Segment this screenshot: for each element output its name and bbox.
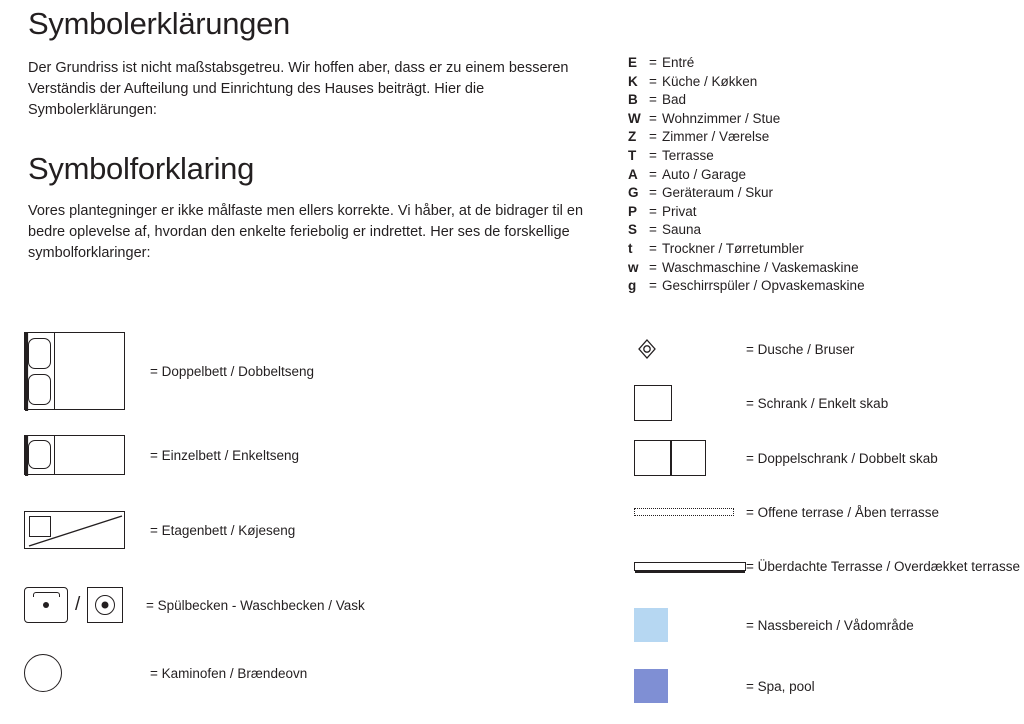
bed-frame-lines	[25, 436, 126, 476]
legend-row-sink	[24, 567, 614, 643]
intro-paragraph-danish: Vores plantegninger er ikke målfaste men ellers korrekte. Vi håber, at de bidrager til en bedre oplevelse af, hvordan den enkelte feriebolig er indrettet. Her ses de forskellige symbolforklaringer:	[28, 203, 584, 261]
abbr-value: Privat	[662, 203, 697, 219]
abbr-value: Bad	[662, 92, 687, 108]
abbr-key: t	[628, 240, 633, 256]
left-text-column	[28, 0, 608, 264]
abbr-key: W	[628, 110, 641, 126]
sink-icon	[24, 587, 123, 623]
abbr-value: Geräteraum / Skur	[662, 185, 774, 201]
double-bed-icon	[24, 332, 125, 410]
stove-art	[24, 654, 140, 692]
sink-lip-shape	[33, 592, 60, 597]
legend-label-open-terrace: = Offene terrase / Åben terrasse	[746, 504, 939, 520]
sink-basin-shape	[95, 595, 115, 615]
legend-label-spa-pool: = Spa, pool	[746, 678, 815, 694]
abbr-key: K	[628, 73, 638, 89]
legend-label-double-closet: = Doppelschrank / Dobbelt skab	[746, 450, 938, 466]
abbreviation-list	[628, 54, 1024, 296]
abbr-value: Sauna	[662, 222, 702, 238]
legend-row-bunk-bed	[24, 493, 614, 567]
double-bed-art	[24, 332, 140, 410]
abbreviation-row	[628, 54, 1024, 73]
legend-label-single-bed: = Einzelbett / Enkeltseng	[150, 447, 299, 463]
abbr-value: Waschmaschine / Vaskemaskine	[662, 259, 859, 275]
abbr-key: w	[628, 259, 639, 275]
abbr-key: Z	[628, 129, 637, 145]
legend-row-covered-terrace	[628, 538, 1024, 594]
bunk-diagonal-line	[25, 512, 125, 549]
abbr-equals: =	[649, 92, 657, 108]
legend-label-bunk-bed: = Etagenbett / Køjeseng	[150, 522, 296, 538]
legend-label-wet-area: = Nassbereich / Vådområde	[746, 617, 914, 633]
abbr-key: P	[628, 203, 638, 219]
abbr-key: B	[628, 92, 638, 108]
double-closet-icon	[634, 440, 706, 476]
double-closet-art	[628, 440, 746, 476]
legend-label-covered-terrace: = Überdachte Terrasse / Overdækket terrasse	[746, 558, 1020, 574]
abbr-equals: =	[649, 259, 657, 275]
legend-label-single-closet: = Schrank / Enkelt skab	[746, 395, 889, 411]
stove-icon	[24, 654, 62, 692]
legend-row-single-closet	[628, 376, 1024, 430]
legend-row-wet-area	[628, 594, 1024, 656]
abbreviation-row	[628, 203, 1024, 222]
bed-frame-lines	[25, 333, 126, 411]
wet-area-swatch-icon	[634, 608, 668, 642]
bunk-bed-icon	[24, 511, 125, 549]
abbreviation-row	[628, 221, 1024, 240]
abbr-key: S	[628, 222, 638, 238]
rect-sink-icon	[24, 587, 68, 623]
legend-row-stove	[24, 643, 614, 703]
abbr-value: Geschirrspüler / Opvaskemaskine	[662, 278, 865, 294]
single-closet-art	[628, 385, 746, 421]
right-symbol-list	[628, 322, 1024, 716]
left-symbol-list	[24, 325, 614, 703]
legend-label-double-bed: = Doppelbett / Dobbeltseng	[150, 363, 314, 379]
page-title-german: Symbolerklärungen	[28, 6, 290, 41]
legend-row-shower	[628, 322, 1024, 376]
abbr-equals: =	[649, 203, 657, 219]
abbr-equals: =	[649, 166, 657, 182]
abbreviation-row	[628, 91, 1024, 110]
shower-icon	[636, 338, 658, 360]
bunk-bed-art	[24, 511, 140, 549]
sink-drain-shape	[43, 602, 49, 608]
abbr-equals: =	[649, 55, 657, 70]
separator-slash: /	[75, 594, 81, 615]
open-terrace-art	[628, 508, 746, 516]
abbr-key: A	[628, 166, 638, 182]
abbreviation-row	[628, 184, 1024, 203]
legend-label-stove: = Kaminofen / Brændeovn	[150, 665, 308, 681]
abbr-equals: =	[649, 110, 657, 126]
abbr-value: Entré	[662, 55, 695, 70]
sink-art	[24, 587, 140, 623]
abbreviation-row	[628, 259, 1024, 278]
abbreviation-row	[628, 73, 1024, 92]
single-bed-art	[24, 435, 140, 475]
legend-label-sink: = Spülbecken - Waschbecken / Vask	[146, 597, 365, 613]
abbr-value: Trockner / Tørretumbler	[662, 240, 804, 256]
legend-row-spa-pool	[628, 656, 1024, 716]
abbr-key: E	[628, 55, 638, 70]
intro-paragraph-german: Der Grundriss ist nicht maßstabsgetreu. Wir hoffen aber, dass er zu einem besseren Verständis der Aufteilung und Einrichtung des Hauses beiträgt. Hier die Symbolerklärungen:	[28, 60, 569, 118]
abbr-key: G	[628, 185, 639, 201]
abbr-equals: =	[649, 73, 657, 89]
abbr-equals: =	[649, 129, 657, 145]
abbr-equals: =	[649, 278, 657, 294]
abbr-value: Terrasse	[662, 147, 714, 163]
single-closet-icon	[634, 385, 672, 421]
covered-terrace-icon	[634, 562, 746, 571]
abbr-value: Auto / Garage	[662, 166, 747, 182]
abbr-key: T	[628, 147, 637, 163]
single-bed-icon	[24, 435, 125, 475]
abbr-value: Wohnzimmer / Stue	[662, 110, 781, 126]
abbreviation-row	[628, 166, 1024, 185]
abbr-equals: =	[649, 147, 657, 163]
legend-row-open-terrace	[628, 486, 1024, 538]
wet-area-art	[628, 608, 746, 642]
abbr-equals: =	[649, 185, 657, 201]
round-sink-icon	[87, 587, 123, 623]
spa-pool-swatch-icon	[634, 669, 668, 703]
abbreviation-row	[628, 128, 1024, 147]
spa-pool-art	[628, 669, 746, 703]
legend-row-double-bed	[24, 325, 614, 417]
abbr-equals: =	[649, 240, 657, 256]
abbr-value: Küche / Køkken	[662, 73, 758, 89]
shower-art	[628, 338, 746, 360]
page-title-danish: Symbolforklaring	[28, 151, 255, 186]
abbreviation-row	[628, 110, 1024, 129]
legend-row-double-closet	[628, 430, 1024, 486]
abbreviation-row	[628, 240, 1024, 259]
legend-row-single-bed	[24, 417, 614, 493]
abbr-equals: =	[649, 222, 657, 238]
covered-terrace-art	[628, 562, 746, 571]
open-terrace-icon	[634, 508, 734, 516]
abbr-value: Zimmer / Værelse	[662, 129, 770, 145]
abbreviation-row	[628, 147, 1024, 166]
legend-label-shower: = Dusche / Bruser	[746, 341, 855, 357]
abbr-key: g	[628, 278, 637, 294]
abbreviation-row	[628, 277, 1024, 296]
